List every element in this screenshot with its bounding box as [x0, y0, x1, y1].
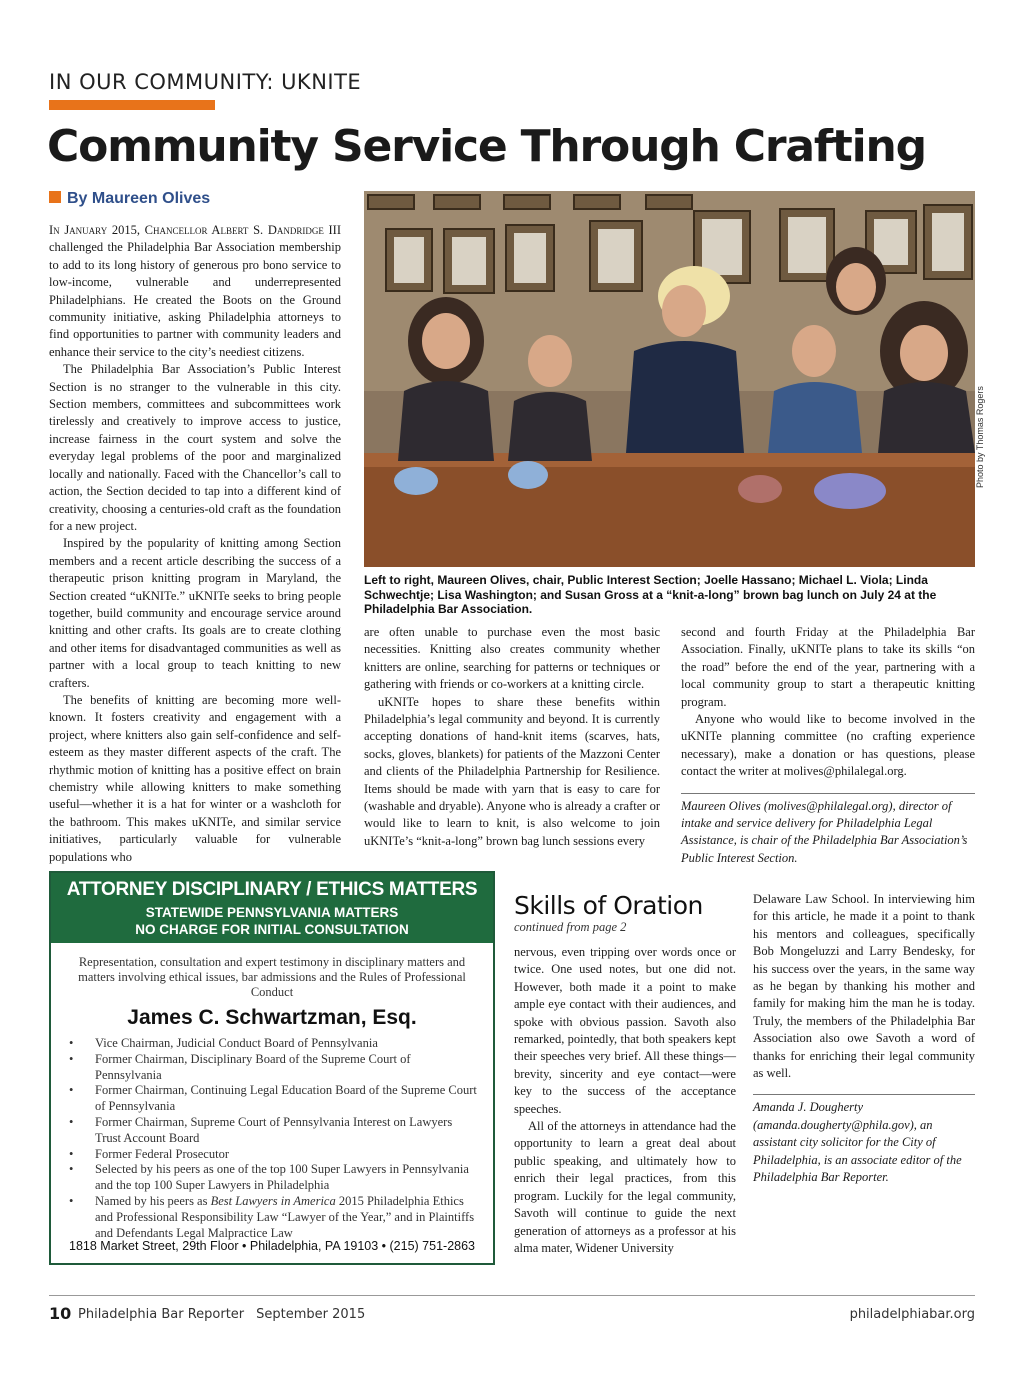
page-title: Community Service Through Crafting — [47, 121, 926, 172]
ad-subtitle-1: STATEWIDE PENNSYLVANIA MATTERS — [145, 905, 399, 920]
skills-column-1 — [514, 944, 736, 1257]
article-paragraph-7: second and fourth Friday at the Philadelphia Bar Association. Finally, uKNITe plans to take its skills “on the road” before the end of the year, partnering with a local community group to start a therapeutic knitting program. — [681, 625, 975, 709]
square-bullet-icon — [49, 191, 61, 203]
ad-credentials-list — [67, 1036, 477, 1241]
skills-title: Skills of Oration — [514, 891, 703, 920]
article-paragraph-6: uKNITe hopes to share these benefits within Philadelphia’s legal community and beyond. It is currently accepting donations of hand-knit items (scarves, hats, socks, gloves, blankets) for patients of the Mazzoni Center and clients of the Philadelphia Partnership for Resilience. Items should be made with yarn that is easy to care for (washable and dryable). Anyone who is already a crafter or would like to learn to knit, is also welcome to join uKNITe’s “knit-a-long” brown bag lunch sessions every — [364, 694, 660, 848]
skills-paragraph-2: All of the attorneys in attendance had the opportunity to learn a great deal about public speaking, and ultimately how to enrich their legal practices, from this program. Luckily for the legal community, Savoth will continue to guide the next generation of attorneys as a professor at his alma mater, Widener University — [514, 1119, 736, 1255]
list-item-italic: Best Lawyers in America — [210, 1193, 336, 1208]
website-link[interactable]: philadelphiabar.org — [849, 1307, 975, 1322]
footer-divider — [49, 1295, 975, 1296]
group-photo — [364, 191, 975, 567]
article-column-2 — [364, 624, 660, 850]
article-paragraph-5: are often unable to purchase even the most basic necessities. Knitting also creates community whether knitters are online, searching for patterns or techniques or gathering with friends or co-workers at a knitting circle. — [364, 625, 660, 692]
list-item — [67, 1194, 477, 1241]
author-note: Maureen Olives (molives@philalegal.org), director of intake and service delivery for Philadelphia Legal Assistance, is chair of the Philadelphia Bar Association’s Public Interest Section. — [681, 793, 975, 868]
article-paragraph-1 — [49, 222, 341, 361]
skills-column-2 — [753, 891, 975, 1187]
accent-bar — [49, 100, 215, 110]
article-paragraph-4: The benefits of knitting are becoming more well-known. It fosters creativity and engagement with a project, where knitters also gain self-confidence and self-esteem as they master different aspects of the craft. The rhythmic motion of knitting has a positive effect on brain chemistry while allowing knitters to make something useful—whether it is a hat for winter or a washcloth for the bathroom. This makes uKNITe, and similar service initiatives, particularly valuable for vulnerable populations who — [49, 692, 341, 864]
continued-note: continued from page 2 — [514, 920, 627, 934]
publication-info — [78, 1307, 365, 1322]
article-column-1 — [49, 222, 341, 866]
skills-paragraph-1: nervous, even tripping over words once or twice. One used notes, but one did not. However, both made it a point to make ample eye contact with their audiences, and spoke with obvious passion. Savoth also remarked, pointedly, that both speakers kept their speeches very brief. All these things—brevity, sincerity and eye contact—were key to the success of the acceptance speeches. — [514, 945, 736, 1116]
list-item-suffix: 2015 Philadelphia Ethics and Professional Responsibility Law “Lawyer of the Year,” and in Plaintiffs and Defendants Legal Malpractice Law — [95, 1193, 475, 1240]
page-number: 10 — [49, 1304, 72, 1323]
list-item: • Vice Chairman, Judicial Conduct Board of Pennsylvania — [67, 1036, 477, 1052]
byline — [49, 190, 210, 208]
ad-attorney-name: James C. Schwartzman, Esq. — [127, 1006, 417, 1029]
list-item-prefix: Named by his peers as — [95, 1193, 211, 1208]
publication-name: Philadelphia Bar Reporter — [78, 1307, 245, 1322]
skills-paragraph-3: Delaware Law School. In interviewing him for this article, he made it a point to thank his mentors and colleagues, specifically Bob Mongeluzzi and Larry Bendesky, for his success over the years, in the same way as he began by thanking his mother and family for making him the man he is today. Truly, the members of the Philadelphia Bar Association also owe Savoth a word of thanks for enriching their legal community as well. — [753, 892, 975, 1081]
ad-header — [51, 873, 493, 943]
attorney-ad — [49, 871, 495, 1265]
skills-author-note: Amanda J. Dougherty (amanda.dougherty@phila.gov), an assistant city solicitor for the City of Philadelphia, is an associate editor of the Philadelphia Bar Reporter. — [753, 1094, 975, 1186]
photo-credit: Photo by Thomas Rogers — [975, 386, 985, 488]
article-column-3 — [681, 624, 975, 867]
list-item: • Former Chairman, Supreme Court of Pennsylvania Interest on Lawyers Trust Account Board — [67, 1115, 477, 1147]
lead-in: In January 2015, Chancellor Albert S. Dandridge — [49, 223, 324, 237]
group-photo-illustration — [364, 191, 975, 567]
article-paragraph-1-text: III challenged the Philadelphia Bar Association membership to add to its long history of generous pro bono service to low-income, vulnerable and underrepresented Philadelphians. He created the Boots on the Ground community initiative, asking Philadelphia attorneys to find opportunities to partner with community leaders and enhance their service to the city’s neediest citizens. — [49, 223, 342, 359]
list-item: • Selected by his peers as one of the top 100 Super Lawyers in Pennsylvania and the top 100 Super Lawyers in Philadelphia — [67, 1162, 477, 1194]
article-paragraph-3: Inspired by the popularity of knitting among Section members and a recent article describing the success of a therapeutic prison knitting program in Maryland, the Section created “uKNITe.” uKNITe seeks to bring people together, build community and encourage service around knitting and other crafts. Its goals are to create clothing and other items for disadvantaged communities as well as partner with a local group to teach knitting to new crafters. — [49, 536, 341, 690]
list-item: • Former Chairman, Continuing Legal Education Board of the Supreme Court of Pennsylvania — [67, 1083, 477, 1115]
ad-intro: Representation, consultation and expert testimony in disciplinary matters and matters involving ethical issues, bar admissions and the Rules of Professional Conduct — [78, 955, 466, 999]
byline-text: By Maureen Olives — [67, 190, 211, 207]
ad-subtitle-2: NO CHARGE FOR INITIAL CONSULTATION — [135, 922, 409, 937]
list-item: • Former Federal Prosecutor — [67, 1147, 477, 1163]
ad-title: ATTORNEY DISCIPLINARY / ETHICS MATTERS — [66, 879, 478, 900]
issue-date: September 2015 — [256, 1307, 366, 1322]
article-paragraph-8: Anyone who would like to become involved in the uKNITe planning committee (no crafting experience necessary), make a donation or has questions, please contact the writer at molives@philalegal.org. — [681, 712, 975, 779]
list-item: • Former Chairman, Disciplinary Board of the Supreme Court of Pennsylvania — [67, 1052, 477, 1084]
photo-caption: Left to right, Maureen Olives, chair, Public Interest Section; Joelle Hassano; Michael L. Viola; Linda Schwechtje; Lisa Washington; and Susan Gross at a “knit-a-long” brown bag lunch on July 24 at the Philadelphia Bar Association. — [364, 573, 937, 616]
section-label: IN OUR COMMUNITY: UKNITE — [49, 70, 362, 94]
ad-address: 1818 Market Street, 29th Floor • Philadelphia, PA 19103 • (215) 751-2863 — [69, 1239, 475, 1253]
article-paragraph-2: The Philadelphia Bar Association’s Public Interest Section is no stranger to the vulnerable in this city. Section members, committees and subcommittees work tirelessly and creatively to improve access to justice, increase fairness in the court system and solve the everyday legal problems of the poor and marginalized locally and nationally. Faced with the Chancellor’s call to action, the Section decided to tap into a different kind of creativity, choosing a centuries-old craft as the foundation for a new project. — [49, 362, 341, 533]
